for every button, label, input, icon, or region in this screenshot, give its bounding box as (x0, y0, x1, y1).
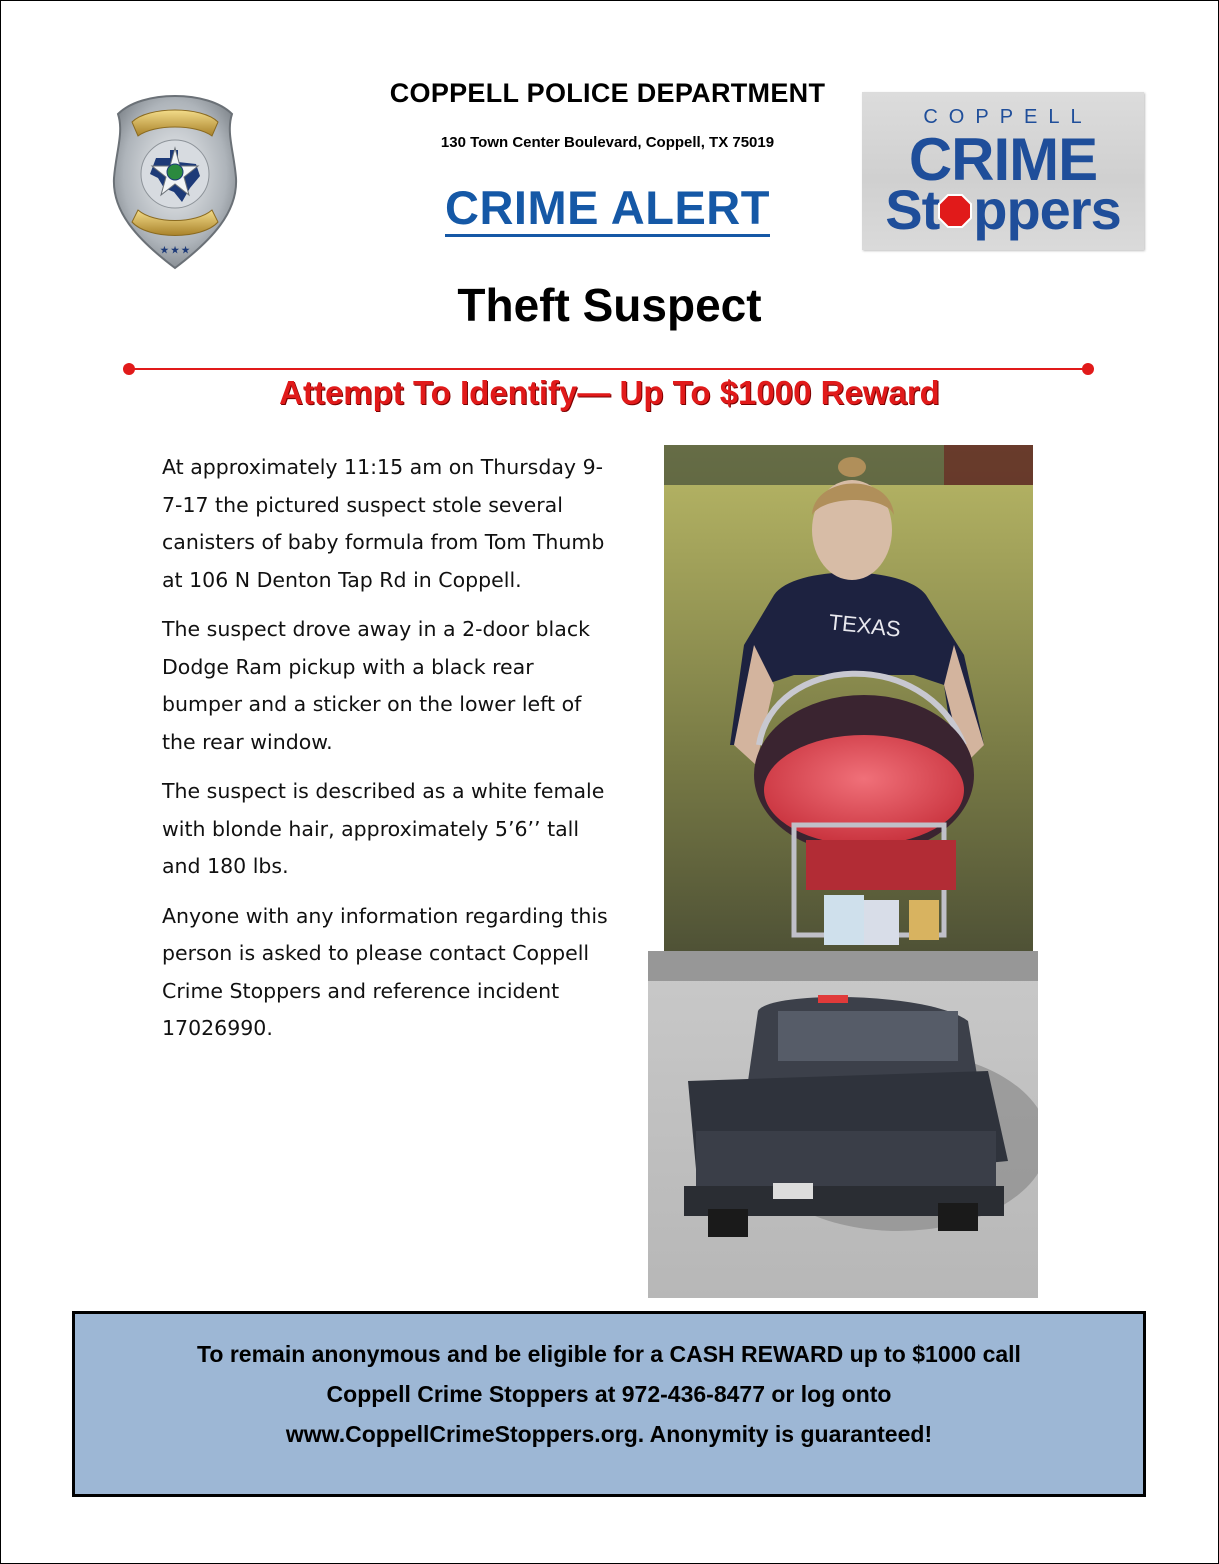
vehicle-photo (648, 951, 1038, 1298)
paragraph-description: The suspect is described as a white female with blonde hair, approximately 5’6’’ tall and 180 lbs. (162, 779, 605, 878)
footer-line-1: To remain anonymous and be eligible for a CASH REWARD up to $1000 call (197, 1341, 1021, 1367)
shirt-text: TEXAS (827, 609, 902, 642)
cs-logo-stoppers (862, 180, 1144, 240)
reward-subtitle: Attempt To Identify— Up To $1000 Reward (279, 374, 940, 411)
crime-stoppers-logo (862, 92, 1144, 250)
police-badge-icon (108, 92, 242, 272)
footer-line-3: www.CoppellCrimeStoppers.org. Anonymity is guaranteed! (285, 1421, 933, 1447)
cs-logo-top: COPPELL (923, 106, 1093, 128)
stop-sign-icon (938, 194, 972, 228)
footer-text (75, 1334, 1143, 1454)
cs-logo-ppers: ppers (973, 178, 1121, 241)
paragraph-contact: Anyone with any information regarding this person is asked to please contact Coppell Crime Stoppers and reference incident 17026990. (162, 903, 608, 1040)
footer-line-2: Coppell Crime Stoppers at 972-436-8477 or log onto (326, 1381, 892, 1407)
paragraph-incident: At approximately 11:15 am on Thursday 9-7-17 the pictured suspect stole several canisters of baby formula from Tom Thumb at 106 N Denton Tap Rd in Coppell. (162, 455, 605, 592)
cs-logo-crime: CRIME (908, 126, 1098, 193)
paragraph-vehicle: The suspect drove away in a 2-door black Dodge Ram pickup with a black rear bumper and a sticker on the lower left of the rear window. (162, 617, 590, 754)
incident-description (162, 449, 612, 1060)
crime-alert-label: CRIME ALERT (445, 181, 770, 237)
svg-text:★ ★ ★: ★ ★ ★ (160, 245, 190, 255)
red-divider (128, 368, 1088, 370)
crime-alert-heading (345, 180, 870, 236)
anonymous-tip-box (72, 1311, 1146, 1497)
department-address: 130 Town Center Boulevard, Coppell, TX 75019 (440, 134, 775, 151)
cs-logo-st: St (885, 178, 940, 241)
suspect-photo (664, 445, 1033, 951)
page-title: Theft Suspect (457, 279, 762, 331)
department-name: COPPELL POLICE DEPARTMENT (389, 78, 826, 108)
